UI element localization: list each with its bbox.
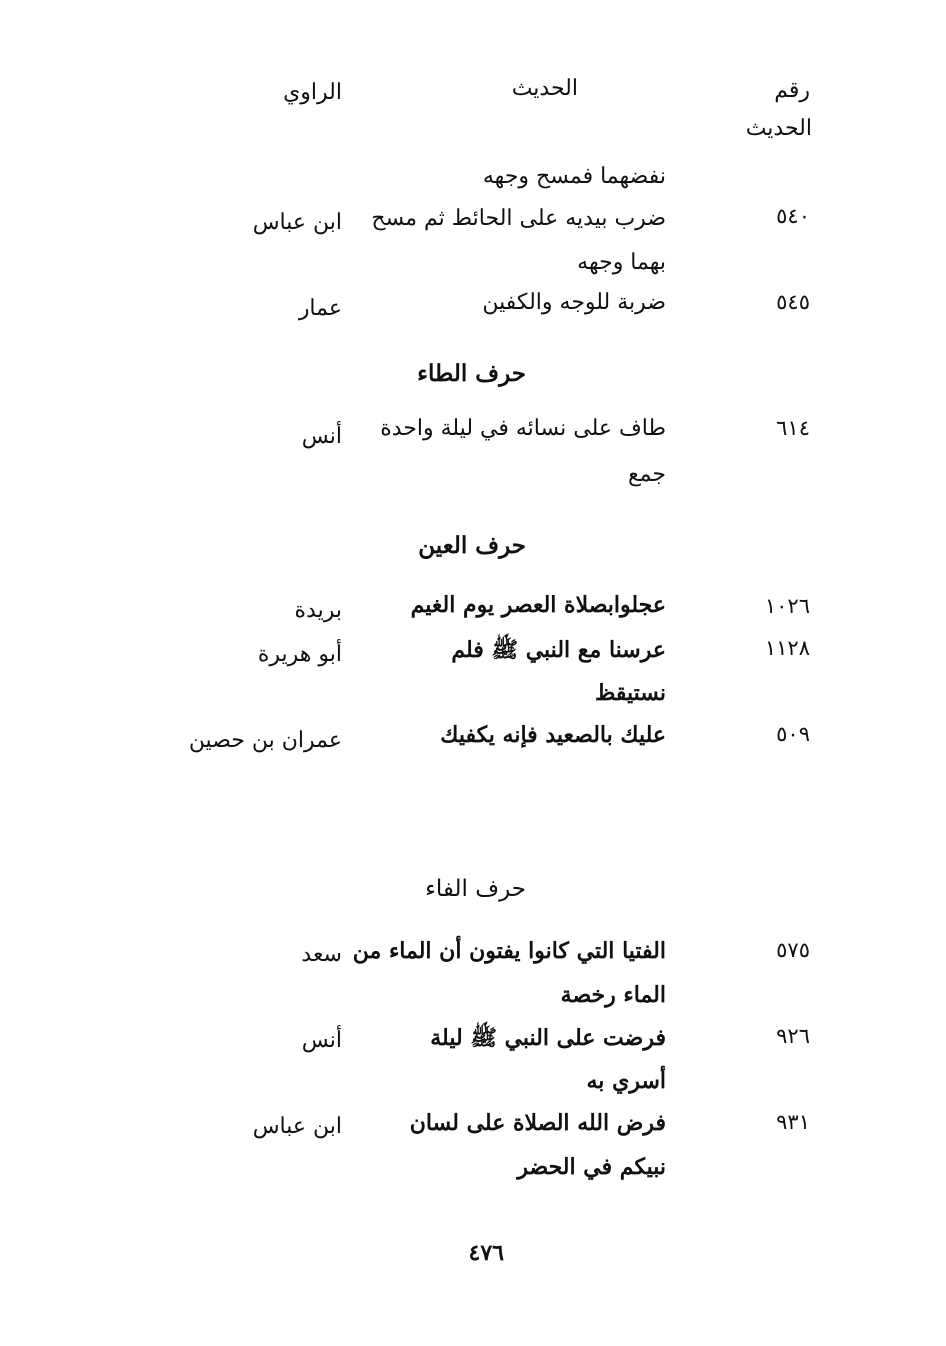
header-narrator-label: الراوي — [283, 80, 342, 105]
hadith-text-continued: بهما وجهه — [577, 250, 666, 275]
hadith-number: ٥٠٩ — [776, 722, 810, 746]
narrator-name: ابن عباس — [252, 1114, 342, 1139]
section-title: حرف العين — [418, 532, 526, 559]
section-title: حرف الفاء — [425, 876, 526, 902]
hadith-text: فرض الله الصلاة على لسان — [409, 1110, 666, 1136]
hadith-text: طاف على نسائه في ليلة واحدة — [380, 416, 666, 441]
narrator-name: بريدة — [294, 598, 342, 623]
hadith-number: ٩٣١ — [776, 1110, 810, 1134]
narrator-name: سعد — [301, 942, 342, 967]
hadith-number: ١٠٢٦ — [764, 594, 810, 618]
hadith-number: ٥٤٥ — [776, 290, 810, 314]
header-hadith-label: الحديث — [511, 76, 578, 101]
hadith-number: ٥٤٠ — [776, 204, 810, 228]
narrator-name: عمار — [298, 296, 342, 321]
hadith-text: عرسنا مع النبي ﷺ فلم — [451, 637, 666, 663]
section-title: حرف الطاء — [417, 360, 526, 387]
page-number: ٤٧٦ — [468, 1240, 504, 1266]
hadith-text: عليك بالصعيد فإنه يكفيك — [440, 722, 666, 748]
hadith-text: ضرب بيديه على الحائط ثم مسح — [371, 206, 666, 231]
hadith-text: فرضت على النبي ﷺ ليلة — [430, 1025, 666, 1051]
narrator-name: ابن عباس — [252, 210, 342, 235]
hadith-number: ٦١٤ — [776, 416, 810, 440]
hadith-text-continued: الماء رخصة — [560, 982, 666, 1008]
hadith-number: ٩٢٦ — [776, 1024, 810, 1048]
hadith-text-continued: نستيقظ — [594, 680, 666, 706]
header-number-label: رقم — [774, 78, 810, 103]
narrator-name: عمران بن حصين — [188, 728, 342, 753]
hadith-text-continued: أسري به — [586, 1068, 666, 1094]
hadith-text-continued: نبيكم في الحضر — [517, 1154, 666, 1180]
narrator-name: أبو هريرة — [257, 642, 342, 667]
hadith-text: عجلوابصلاة العصر يوم الغيم — [410, 592, 666, 618]
hadith-number: ٥٧٥ — [776, 938, 810, 962]
hadith-number: ١١٢٨ — [764, 636, 810, 660]
hadith-text: ضربة للوجه والكفين — [482, 290, 666, 315]
header-number-label-line2: الحديث — [745, 116, 812, 141]
narrator-name: أنس — [301, 424, 342, 449]
hadith-text: نفضهما فمسح وجهه — [482, 164, 666, 189]
hadith-text-continued: جمع — [627, 462, 666, 487]
narrator-name: أنس — [301, 1028, 342, 1053]
hadith-text: الفتيا التي كانوا يفتون أن الماء من — [352, 938, 666, 964]
